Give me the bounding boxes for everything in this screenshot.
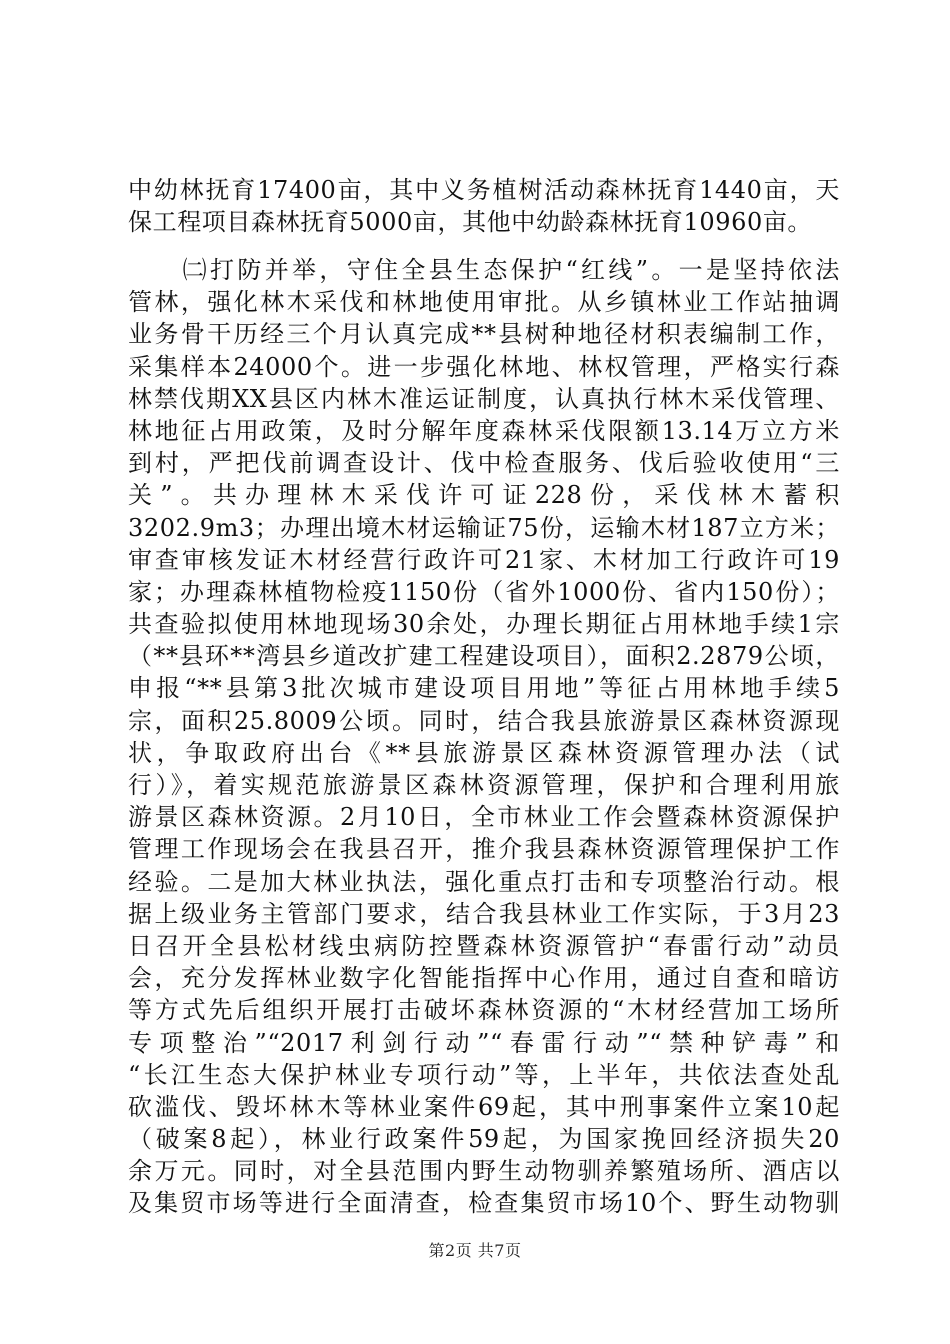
paragraph-2 bbox=[128, 254, 840, 1220]
text-line: 关”。共办理林木采伐许可证228份，采伐林木蓄积 bbox=[128, 481, 840, 510]
text-line: 日召开全县松材线虫病防控暨森林资源管护“春雷行动”动员 bbox=[128, 931, 840, 960]
text-line: （破案8起），林业行政案件59起，为国家挽回经济损失20 bbox=[128, 1125, 840, 1154]
text-line: 余万元。同时，对全县范围内野生动物驯养繁殖场所、酒店以 bbox=[128, 1157, 840, 1186]
text-line: 申报“**县第3批次城市建设项目用地”等征占用林地手续5 bbox=[128, 674, 840, 703]
text-line: 专项整治”“2017利剑行动”“春雷行动”“禁种铲毒”和 bbox=[128, 1028, 840, 1057]
text-line: 采集样本24000个。进一步强化林地、林权管理，严格实行森 bbox=[128, 352, 840, 381]
text-line: “长江生态大保护林业专项行动”等，上半年，共依法查处乱 bbox=[128, 1060, 840, 1089]
text-line: ㈡打防并举，守住全县生态保护“红线”。一是坚持依法 bbox=[128, 256, 840, 284]
text-line: 3202.9m3；办理出境木材运输证75份，运输木材187立方米； bbox=[128, 513, 840, 542]
text-line: 经验。二是加大林业执法，强化重点打击和专项整治行动。根 bbox=[128, 867, 840, 896]
text-line: 行）》，着实规范旅游景区森林资源管理，保护和合理利用旅 bbox=[128, 771, 840, 799]
text-line: （**县环**湾县乡道改扩建工程建设项目），面积2.2879公顷， bbox=[128, 642, 840, 671]
text-line: 审查审核发证木材经营行政许可21家、木材加工行政许可19 bbox=[128, 545, 840, 574]
text-line: 到村，严把伐前调查设计、伐中检查服务、伐后验收使用“三 bbox=[128, 449, 840, 478]
text-line: 林地征占用政策，及时分解年度森林采伐限额13.14万立方米 bbox=[128, 416, 840, 445]
text-line: 据上级业务主管部门要求，结合我县林业工作实际，于3月23 bbox=[128, 899, 840, 928]
text-line: 及集贸市场等进行全面清查，检查集贸市场10个、野生动物驯 bbox=[128, 1189, 840, 1218]
text-line: 管理工作现场会在我县召开，推介我县森林资源管理保护工作 bbox=[128, 835, 840, 864]
text-line: 中幼林抚育17400亩，其中义务植树活动森林抚育1440亩，天 bbox=[128, 176, 840, 204]
text-line: 管林，强化林木采伐和林地使用审批。从乡镇林业工作站抽调 bbox=[128, 288, 840, 317]
text-line: 会，充分发挥林业数字化智能指挥中心作用，通过自查和暗访 bbox=[128, 964, 840, 993]
text-line: 等方式先后组织开展打击破坏森林资源的“木材经营加工场所 bbox=[128, 996, 840, 1025]
text-line: 保工程项目森林抚育5000亩，其他中幼龄森林抚育10960亩。 bbox=[128, 208, 813, 237]
text-line: 家；办理森林植物检疫1150份（省外1000份、省内150份）； bbox=[128, 577, 840, 606]
text-line: 砍滥伐、毁坏林木等林业案件69起，其中刑事案件立案10起 bbox=[128, 1092, 840, 1121]
text-line: 业务骨干历经三个月认真完成**县树种地径材积表编制工作， bbox=[128, 320, 840, 349]
text-line: 宗，面积25.8009公顷。同时，结合我县旅游景区森林资源现 bbox=[128, 706, 840, 735]
page-footer: 第2页 共7页 bbox=[428, 1241, 522, 1260]
text-line: 林禁伐期XX县区内林木准运证制度，认真执行林木采伐管理、 bbox=[128, 384, 840, 413]
text-line: 共查验拟使用林地现场30余处，办理长期征占用林地手续1宗 bbox=[128, 610, 840, 639]
text-line: 游景区森林资源。2月10日，全市林业工作会暨森林资源保护 bbox=[128, 803, 840, 832]
text-line: 状，争取政府出台《**县旅游景区森林资源管理办法（试 bbox=[128, 738, 840, 767]
paragraph-1 bbox=[128, 174, 840, 238]
